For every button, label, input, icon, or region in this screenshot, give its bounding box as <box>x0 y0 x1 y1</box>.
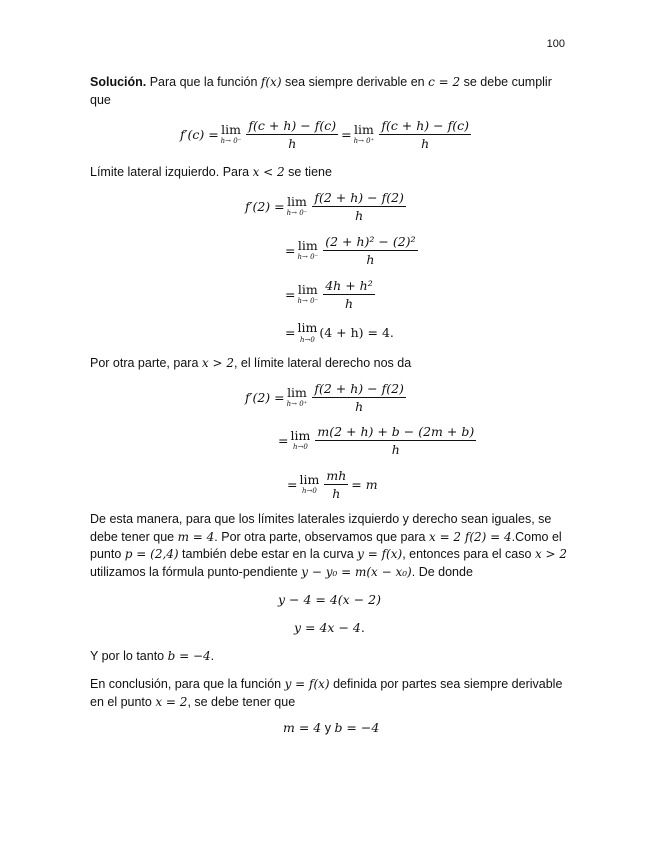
math-inline: x > 2 <box>201 356 234 370</box>
lim-sub: h→ 0⁻ <box>297 297 319 306</box>
paragraph-b-value <box>90 648 570 666</box>
limit <box>353 121 375 146</box>
denominator: h <box>355 208 364 223</box>
solution-label: Solución. <box>90 75 147 89</box>
denominator: h <box>288 136 297 151</box>
lim-sub: h→0 <box>300 335 315 344</box>
text: se tiene <box>284 165 332 179</box>
text: utilizamos la fórmula punto-pendiente <box>90 564 302 579</box>
equation-point-slope: y − 4 = 4(x − 2) <box>278 592 381 607</box>
lim-text: lim <box>354 121 374 137</box>
numerator: m(2 + h) + b − (2m + b) <box>317 424 475 439</box>
eq-rest: = m <box>351 477 378 492</box>
paragraph-left-limit <box>90 164 570 182</box>
lim-text: lim <box>290 427 311 443</box>
math-inline: m = 4 <box>177 529 215 544</box>
equation-derivative-definition <box>180 118 474 151</box>
numerator: (2 + h)² − (2)² <box>325 234 416 249</box>
result-m: m = 4 <box>283 720 322 735</box>
fraction <box>312 190 406 223</box>
equals: = <box>285 325 296 341</box>
result-b: b = −4 <box>334 720 380 735</box>
paragraph-solution <box>90 74 570 109</box>
text: Para que la función <box>146 75 261 89</box>
eq-lhs: f′(c) = <box>180 127 219 142</box>
lim-sub: h→ 0⁺ <box>286 400 308 409</box>
equation-right-3 <box>287 468 378 501</box>
text: .Como el punto <box>90 529 562 561</box>
eq-lhs: f′(2) = <box>245 199 285 214</box>
limit <box>299 471 320 496</box>
equation-right-2 <box>278 424 479 457</box>
paragraph-right-limit <box>90 355 570 373</box>
math-inline: c = 2 <box>428 75 461 89</box>
equation-final-result <box>283 720 379 735</box>
text: sea siempre derivable en <box>281 75 429 89</box>
text: De esta manera, para que los límites laterales izquierdo y derecho sean iguales, se debe tener que <box>90 512 552 544</box>
text: definida por partes sea siempre derivable en el punto <box>90 677 563 709</box>
text: , el límite lateral derecho nos da <box>233 356 412 370</box>
lim-sub: h→ 0⁻ <box>286 209 308 218</box>
fraction <box>246 118 338 151</box>
numerator: 4h + h² <box>325 278 373 293</box>
eq-lhs: f′(2) = <box>245 390 285 405</box>
math-inline: y = f(x) <box>284 677 330 691</box>
text: , entonces para el caso <box>402 547 535 561</box>
text: también debe estar en la curva <box>178 547 358 561</box>
text: . De donde <box>411 564 473 579</box>
limit <box>286 193 308 218</box>
math-inline: y − y₀ = m(x − x₀) <box>301 564 412 579</box>
fraction <box>323 234 417 267</box>
page-number: 100 <box>546 38 565 50</box>
numerator: f(2 + h) − f(2) <box>314 190 404 205</box>
text: Y por lo tanto <box>90 649 168 663</box>
fraction <box>324 468 348 501</box>
fraction <box>323 278 375 311</box>
lim-text: lim <box>299 471 320 487</box>
lim-text: lim <box>297 237 318 253</box>
lim-sub: h→ 0⁺ <box>353 137 375 146</box>
text: se debe cumplir que <box>90 75 552 107</box>
equation-right-1 <box>245 381 409 414</box>
limit <box>286 384 308 409</box>
limit <box>297 322 317 344</box>
lim-sub: h→0 <box>293 443 308 452</box>
lim-text: lim <box>287 384 307 400</box>
paragraph-final <box>90 676 570 711</box>
equals: = <box>285 287 296 302</box>
lim-sub: h→ 0⁻ <box>220 137 242 146</box>
math-inline: y = f(x) <box>357 547 403 561</box>
fraction <box>315 424 476 457</box>
equation-line: y = 4x − 4. <box>294 620 365 635</box>
conjunction: y <box>321 720 335 735</box>
text: , se debe tener que <box>187 694 296 709</box>
math-inline: x = 2 f(2) = 4 <box>428 529 512 544</box>
text: En conclusión, para que la función <box>90 677 285 691</box>
text: Límite lateral izquierdo. Para <box>90 165 253 179</box>
denominator: h <box>366 252 375 267</box>
math-inline: x > 2 <box>534 547 568 561</box>
denominator: h <box>355 399 364 414</box>
equation-left-2 <box>285 234 421 267</box>
equation-left-3 <box>285 278 378 311</box>
denominator: h <box>421 136 430 151</box>
lim-sub: h→ 0⁻ <box>297 253 319 262</box>
math-inline: x < 2 <box>252 165 285 179</box>
lim-text: lim <box>221 121 241 137</box>
denominator: h <box>391 442 400 457</box>
lim-sub: h→0 <box>302 487 317 496</box>
text: Por otra parte, para <box>90 356 202 370</box>
lim-text: lim <box>297 281 318 297</box>
equation-left-1 <box>245 190 409 223</box>
limit <box>220 121 242 146</box>
lim-text: lim <box>287 193 307 209</box>
numerator: f(c + h) − f(c) <box>248 118 337 133</box>
text: . <box>210 649 215 663</box>
denominator: h <box>344 296 354 311</box>
math-inline: b = −4 <box>167 649 211 663</box>
limit <box>297 237 319 262</box>
numerator: f(c + h) − f(c) <box>381 118 469 133</box>
text: . Por otra parte, observamos que para <box>214 529 429 544</box>
numerator: mh <box>326 468 347 483</box>
numerator: f(2 + h) − f(2) <box>314 381 404 396</box>
math-inline: f(x) <box>260 75 282 89</box>
denominator: h <box>332 486 341 501</box>
limit <box>297 281 319 306</box>
equation-left-4 <box>285 322 394 344</box>
limit <box>290 427 311 452</box>
fraction <box>379 118 471 151</box>
math-inline: x = 2 <box>155 694 188 709</box>
eq-rest: (4 + h) = 4. <box>319 325 394 341</box>
equals: = <box>285 243 296 258</box>
math-inline: p = (2,4) <box>124 547 179 561</box>
equals: = <box>341 127 352 142</box>
fraction <box>312 381 406 414</box>
equals: = <box>278 433 289 448</box>
lim-text: lim <box>297 320 318 335</box>
paragraph-conclusion-step <box>90 511 570 581</box>
equals: = <box>287 477 298 492</box>
